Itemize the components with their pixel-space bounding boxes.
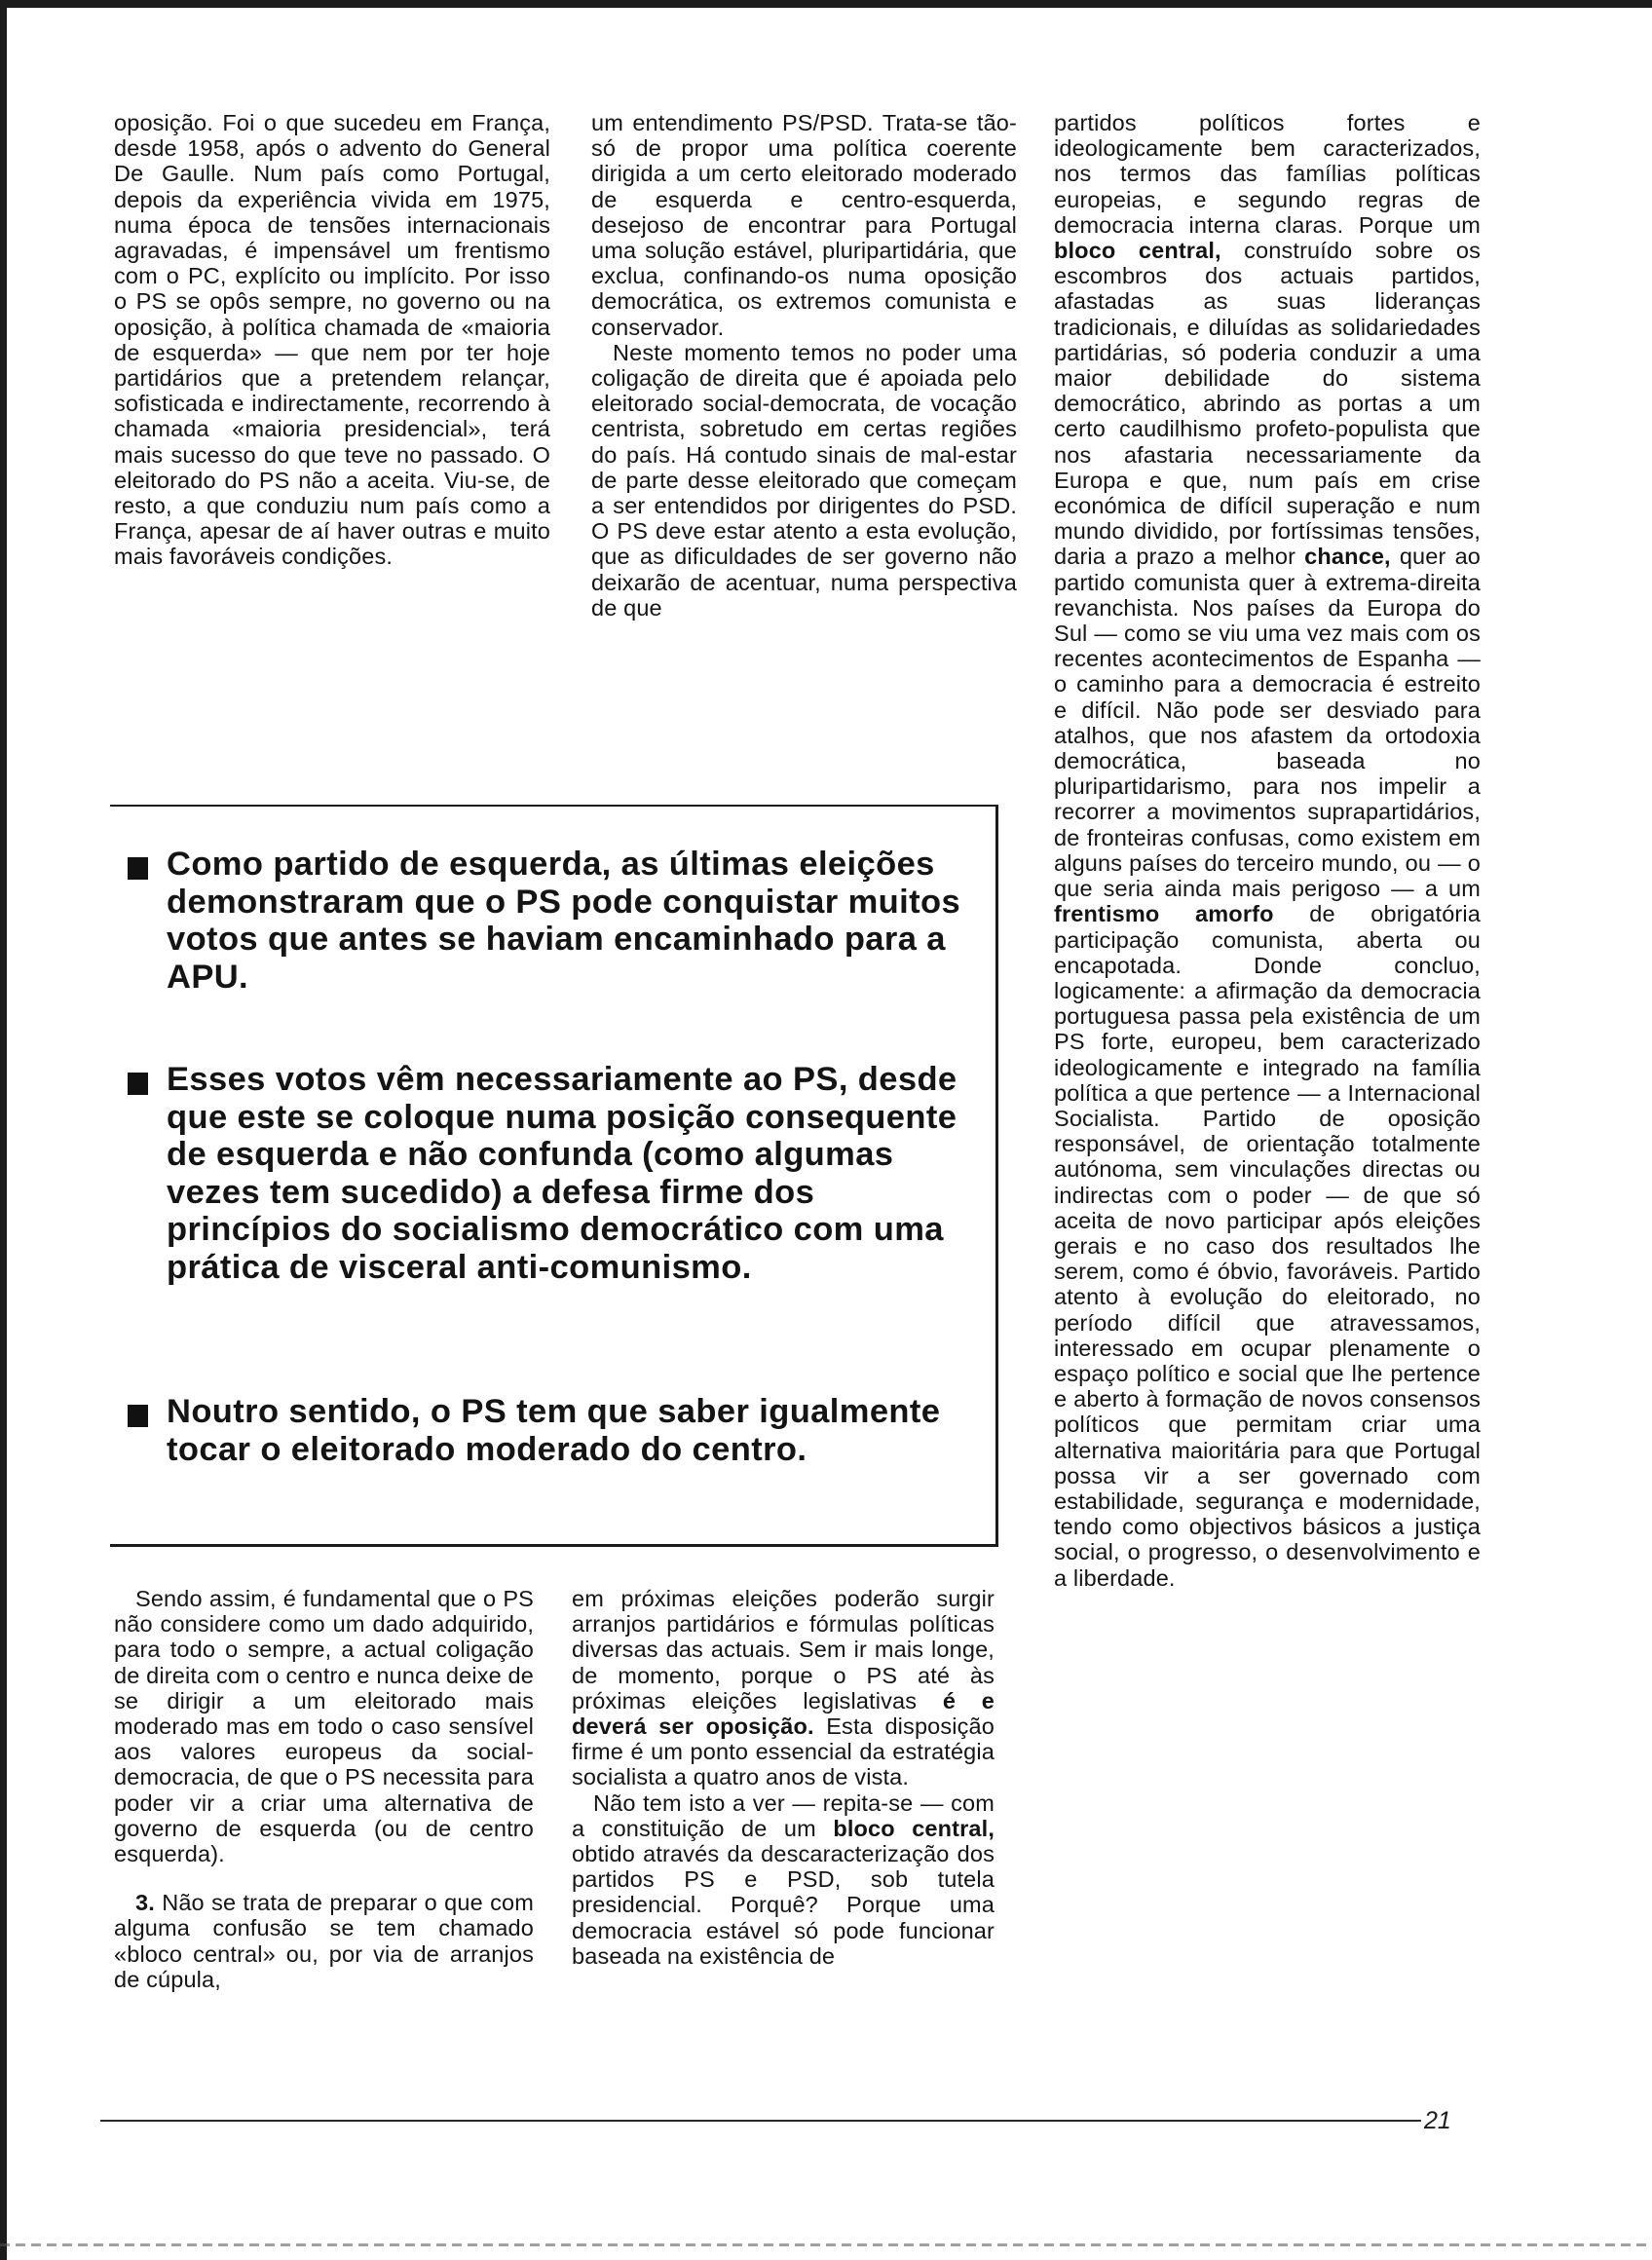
bold-phrase: chance, bbox=[1304, 544, 1391, 570]
paragraph: oposição. Foi o que sucedeu em França, desde 1958, após o advento do General De Gaulle. Num país como Portugal, depois da experiência vivida em 1975, numa época de tensões internacionais agravadas, é impensável um frentismo com o PC, explícito ou implícito. Por isso o PS se opôs sempre, no governo ou na oposição, à política chamada de «maioria de esquerda» — que nem por ter hoje partidários que a pretendem relançar, sofisticada e indirectamente, recorrendo à chamada «maioria presidencial», terá mais sucesso do que teve no passado. O eleitorado do PS não a aceita. Viu-se, de resto, a que conduziu num país como a França, apesar de aí haver outras e muito mais favoráveis condições. bbox=[114, 110, 550, 570]
text-column-4 bbox=[114, 1586, 534, 1992]
paragraph: um entendimento PS/PSD. Trata-se tão-só de propor uma política coerente dirigida a um certo eleitorado moderado de esquerda e centro-esquerda, desejoso de encontrar para Portugal uma solução estável, pluripartidária, que exclua, confinando-os numa oposição democrática, os extremos comunista e conservador. bbox=[591, 110, 1017, 340]
paragraph: partidos políticos fortes e ideologicamente bem caracterizados, nos termos das famílias políticas europeias, e segundo regras de democracia interna claras. Porque um bloco central, construído sobre os escombros dos actuais partidos, afastadas as suas lideranças tradicionais, e diluídas as solidariedades partidárias, só poderia conduzir a uma maior debilidade do sistema democrático, abrindo as portas a um certo caudilhismo profeto-populista que nos afastaria necessariamente da Europa e que, num país em crise económica de difícil superação e num mundo dividido, por fortíssimas tensões, daria a prazo a melhor chance, quer ao partido comunista quer à extrema-direita revanchista. Nos países da Europa do Sul — como se viu uma vez mais com os recentes acontecimentos de Espanha — o caminho para a democracia é estreito e difícil. Não pode ser desviado para atalhos, que nos afastem da ortodoxia democrática, baseada no pluripartidarismo, para nos impelir a recorrer a movimentos suprapartidários, de fronteiras confusas, como existem em alguns países do terceiro mundo, ou — o que seria ainda mais perigoso — a um frentismo amorfo de obrigatória participação comunista, aberta ou encapotada. Donde concluo, logicamente: a afirmação da democracia portuguesa passa pela existência de um PS forte, europeu, bem caracterizado ideologicamente e integrado na família política a que pertence — a Internacional Socialista. Partido de oposição responsável, de orientação totalmente autónoma, sem vinculações directas ou indirectas com o poder — de que só aceita de novo participar após eleições gerais e no caso dos resultados lhe serem, como é óbvio, favoráveis. Partido atento à evolução do eleitorado, no período difícil que atravessamos, interessado em ocupar plenamente o espaço político e social que lhe pertence e aberto à formação de novos consensos políticos que permitam criar uma alternativa maioritária para que Portugal possa vir a ser governado com estabilidade, segurança e modernidade, tendo como objectivos básicos a justiça social, o progresso, o desenvolvimento e a liberdade. bbox=[1054, 110, 1482, 1591]
text-column-1 bbox=[114, 110, 550, 570]
highlight-box bbox=[110, 805, 998, 1547]
paragraph: Não tem isto a ver — repita-se — com a constituição de um bloco central, obtido através da descaracterização dos partidos PS e PSD, sob tutela presidencial. Porquê? Porque uma democracia estável só pode funcionar baseada na existência de bbox=[572, 1789, 995, 1969]
highlight-text: Como partido de esquerda, as últimas eleições demonstraram que o PS pode conquistar muitos votos que antes se haviam encaminhado para a APU. bbox=[167, 846, 961, 996]
bold-phrase: frentismo amorfo bbox=[1054, 901, 1274, 927]
section-number: 3. bbox=[135, 1890, 155, 1916]
highlight-item bbox=[167, 1393, 965, 1468]
highlight-item bbox=[167, 846, 965, 996]
page-number: 21 bbox=[1424, 2107, 1451, 2134]
scan-border-bottom bbox=[0, 2243, 1652, 2246]
bullet-square-icon bbox=[128, 857, 148, 880]
bold-phrase: bloco central, bbox=[1054, 238, 1221, 264]
highlight-item bbox=[167, 1061, 965, 1287]
bullet-square-icon bbox=[128, 1405, 148, 1427]
footer-rule bbox=[100, 2120, 1421, 2122]
scan-border-top bbox=[0, 0, 1652, 8]
paragraph: Sendo assim, é fundamental que o PS não considere como um dado adquirido, para todo o sempre, a actual coligação de direita com o centro e nunca deixe de se dirigir a um eleitorado mais moderado mas em todo o caso sensível aos valores europeus da social-democracia, de que o PS necessita para poder vir a criar uma alternativa de governo de esquerda (ou de centro esquerda). bbox=[114, 1586, 534, 1867]
paragraph: Neste momento temos no poder uma coligação de direita que é apoiada pelo eleitorado social-democrata, de vocação centrista, sobretudo em certas regiões do país. Há contudo sinais de mal-estar de parte desse eleitorado que começam a ser entendidos por dirigentes do PSD. O PS deve estar atento a esta evolução, que as dificuldades de ser governo não deixarão de acentuar, numa perspectiva de que bbox=[591, 339, 1017, 621]
bold-phrase: é e deverá ser oposição. bbox=[572, 1687, 995, 1740]
paragraph: em próximas eleições poderão surgir arranjos partidários e fórmulas políticas diversas das actuais. Sem ir mais longe, de momento, porque o PS até às próximas eleições legislativas é e deverá ser oposição. Esta disposição firme é um ponto essencial da estratégia socialista a quatro anos de vista. bbox=[572, 1586, 995, 1790]
highlight-text: Noutro sentido, o PS tem que saber igualmente tocar o eleitorado moderado do centro. bbox=[167, 1393, 941, 1468]
text-column-5 bbox=[572, 1586, 995, 1969]
bold-phrase: bloco central, bbox=[833, 1815, 995, 1841]
highlight-text: Esses votos vêm necessariamente ao PS, desde que este se coloque numa posição consequente de esquerda e não confunda (como algumas vezes tem sucedido) a defesa firme dos princípios do socialismo democrático com uma prática de visceral anti-comunismo. bbox=[167, 1061, 957, 1286]
text-column-2 bbox=[591, 110, 1017, 621]
bullet-square-icon bbox=[128, 1073, 148, 1095]
scan-border-left bbox=[0, 0, 7, 2260]
text-column-3 bbox=[1054, 110, 1481, 1591]
paragraph: 3. Não se trata de preparar o que com alguma confusão se tem chamado «bloco central» ou, por via de arranjos de cúpula, bbox=[114, 1890, 534, 1992]
